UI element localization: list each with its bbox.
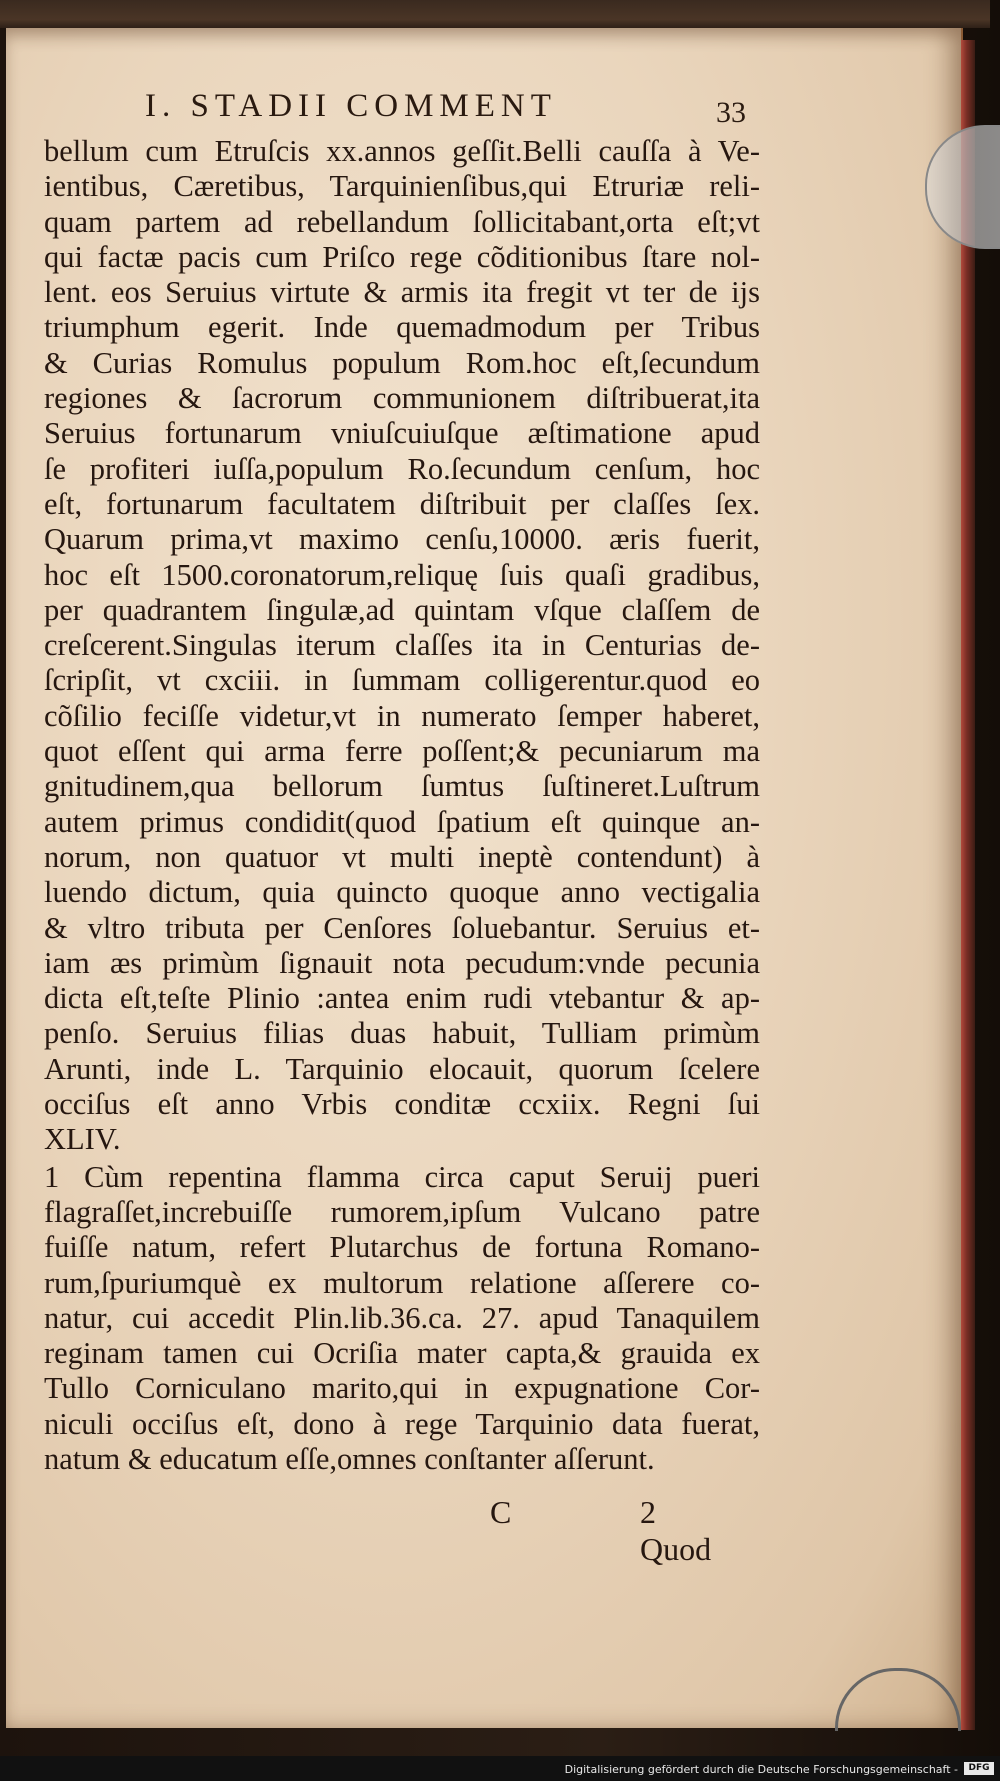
text-line: cõſilio feciſſe videtur,vt in numerato ſemper haberet,: [44, 698, 760, 733]
text-line: XLIV.: [44, 1122, 121, 1157]
text-line: reginam tamen cui Ocriſia mater capta,& grauida ex: [44, 1336, 760, 1371]
text-line: per quadrantem ſingulæ,ad quintam vſque claſſem de: [44, 592, 760, 627]
body-paragraph: [44, 134, 760, 1158]
text-line: Arunti, inde L. Tarquinio elocauit, quorum ſcelere: [44, 1051, 760, 1086]
text-line: fuiſſe natum, refert Plutarchus de fortuna Romano-: [44, 1230, 760, 1265]
page-edge: [961, 40, 975, 1730]
text-line: bellum cum Etruſcis xx.annos geſſit.Belli cauſſa à Ve-: [44, 134, 760, 168]
text-line: regiones & ſacrorum communionem diſtribuerat,ita: [44, 381, 760, 416]
text-line: & vltro tributa per Cenſores ſoluebantur. Seruius et-: [44, 910, 760, 945]
text-line: luendo dictum, quia quincto quoque anno vectigalia: [44, 875, 760, 910]
text-line: dicta eſt,teſte Plinio :antea enim rudi vtebantur & ap-: [44, 981, 760, 1016]
text-line: eſt, fortunarum facultatem diſtribuit per claſſes ſex.: [44, 486, 760, 521]
text-line: triumphum egerit. Inde quemadmodum per Tribus: [44, 310, 760, 345]
text-line: ſcripſit, vt cxciii. in ſummam colligerentur.quod eo: [44, 663, 760, 698]
text-line: quot eſſent qui arma ferre poſſent;& pecuniarum ma: [44, 734, 760, 769]
text-line: hoc eſt 1500.coronatorum,reliquę ſuis quaſi gradibus,: [44, 557, 760, 592]
text-line: flagraſſet,increbuiſſe rumorem,ipſum Vulcano patre: [44, 1194, 760, 1229]
text-line: gnitudinem,qua bellorum ſumtus ſuſtineret.Luſtrum: [44, 769, 760, 804]
text-line: & Curias Romulus populum Rom.hoc eſt,ſecundum: [44, 345, 760, 380]
text-line: iam æs primùm ſignauit nota pecudum:vnde pecunia: [44, 945, 760, 980]
text-line: niculi occiſus eſt, dono à rege Tarquinio data fuerat,: [44, 1406, 760, 1441]
text-line: creſcerent.Singulas iterum claſſes ita in Centurias de-: [44, 628, 760, 663]
text-line: norum, non quatuor vt multi ineptè contendunt) à: [44, 839, 760, 874]
text-line: qui factæ pacis cum Priſco rege cõditionibus ſtare nol-: [44, 239, 760, 274]
text-line: rum,ſpuriumquè ex multorum relatione aſſerere co-: [44, 1265, 760, 1300]
banner-text: Digitalisierung gefördert durch die Deutsche Forschungsgemeinschaft -: [564, 1763, 958, 1776]
text-line: Quarum prima,vt maximo cenſu,10000. æris fuerit,: [44, 522, 760, 557]
page-number: 33: [716, 96, 746, 129]
text-line: quam partem ad rebellandum ſollicitabant,orta eſt;vt: [44, 204, 760, 239]
text-line: natum & educatum eſſe,omnes conſtanter aſſerunt.: [44, 1441, 655, 1476]
text-line: natur, cui accedit Plin.lib.36.ca. 27. apud Tanaquilem: [44, 1300, 760, 1335]
text-line: occiſus eſt anno Vrbis conditæ ccxiix. Regni ſui: [44, 1087, 760, 1122]
text-line: lent. eos Seruius virtute & armis ita fregit vt ter de ijs: [44, 275, 760, 310]
text-line: ſe profiteri iuſſa,populum Ro.ſecundum cenſum, hoc: [44, 451, 760, 486]
text-line: penſo. Seruius filias duas habuit, Tulliam primùm: [44, 1016, 760, 1051]
note-paragraph: [44, 1160, 760, 1478]
signature-mark: C: [490, 1494, 512, 1530]
text-line: ientibus, Cæretibus, Tarquinienſibus,qui Etruriæ reli-: [44, 169, 760, 204]
book-top-edge: [0, 0, 990, 28]
digitization-banner: [0, 1756, 1000, 1781]
running-title: I. STADII COMMENT: [145, 88, 557, 124]
text-line: 1 Cùm repentina flamma circa caput Seruij pueri: [44, 1159, 760, 1194]
dfg-logo-icon: DFG: [964, 1762, 994, 1775]
text-line: Tullo Corniculano marito,qui in expugnatione Cor-: [44, 1371, 760, 1406]
text-line: Seruius fortunarum vniuſcuiuſque æſtimatione apud: [44, 416, 760, 451]
text-line: autem primus condidit(quod ſpatium eſt quinque an-: [44, 804, 760, 839]
main-text: [44, 134, 760, 1477]
catchword: 2 Quod: [640, 1494, 712, 1567]
